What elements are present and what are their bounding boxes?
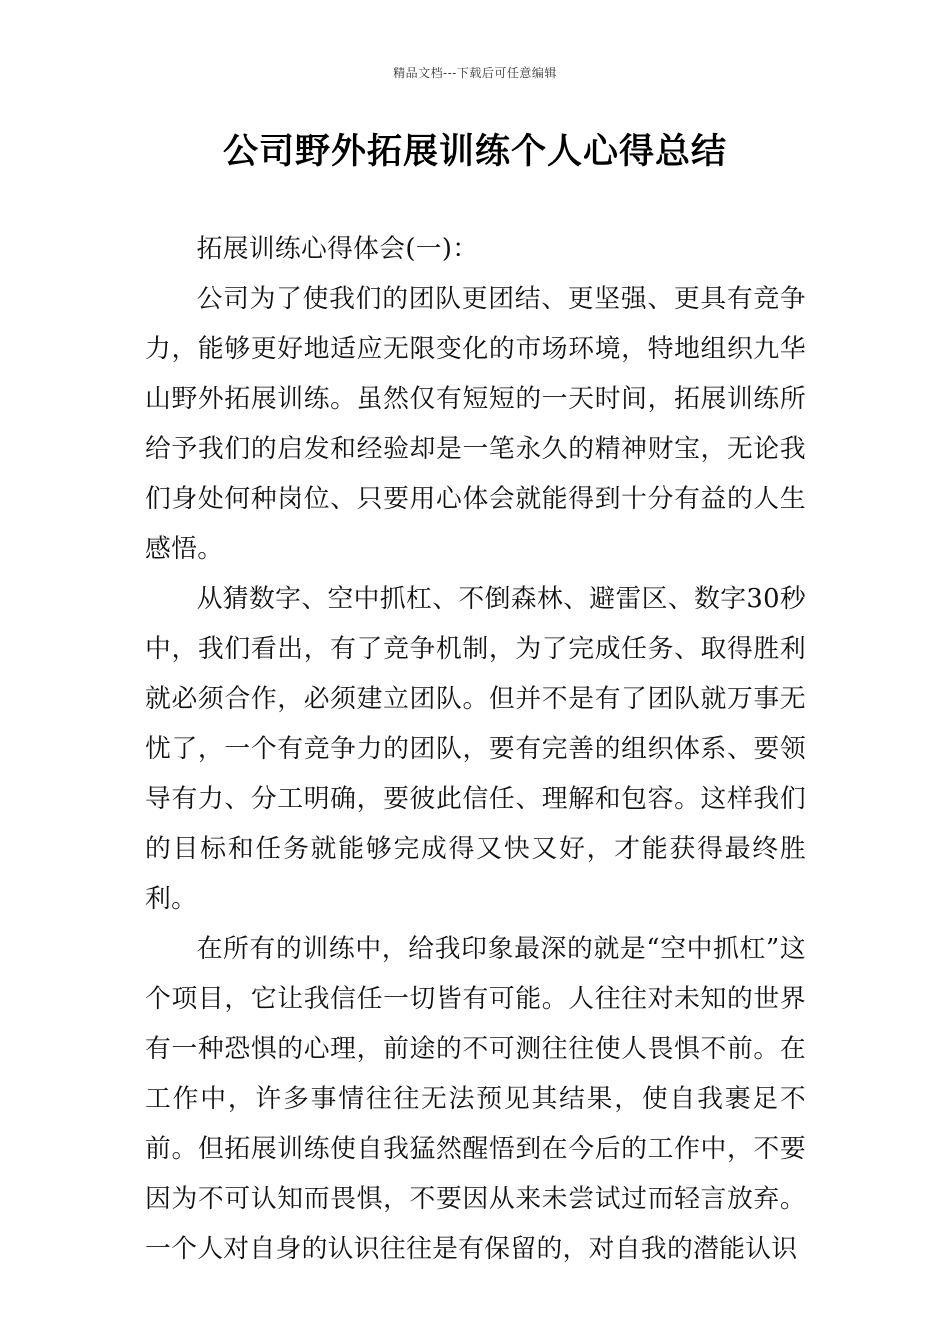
document-body [145,224,806,1274]
paragraph: 公司为了使我们的团队更团结、更坚强、更具有竞争力，能够更好地适应无限变化的市场环境，特地组织九华山野外拓展训练。虽然仅有短短的一天时间，拓展训练所给予我们的启发和经验却是一笔永久的精神财宝，无论我们身处何种岗位、只要用心体会就能得到十分有益的人生感悟。 [145,284,806,564]
paragraph-subheading: 拓展训练心得体会(一)： [196,234,479,264]
paragraph: 在所有的训练中，给我印象最深的就是“空中抓杠”这个项目，它让我信任一切皆有可能。人往往对未知的世界有一种恐惧的心理，前途的不可测往往使人畏惧不前。在工作中，许多事情往往无法预见其结果，使自我裹足不前。但拓展训练使自我猛然醒悟到在今后的工作中，不要因为不可认知而畏惧，不要因从来未尝试过而轻言放弃。一个人对自身的认识往往是有保留的，对自我的潜能认识 [145,934,806,1264]
paragraph: 从猜数字、空中抓杠、不倒森林、避雷区、数字30秒中，我们看出，有了竞争机制，为了完成任务、取得胜利就必须合作，必须建立团队。但并不是有了团队就万事无忧了，一个有竞争力的团队，要有完善的组织体系、要领导有力、分工明确，要彼此信任、理解和包容。这样我们的目标和任务就能够完成得又快又好，才能获得最终胜利。 [145,584,806,914]
document-title: 公司野外拓展训练个人心得总结 [222,132,727,172]
header-note: 精品文档---下载后可任意编辑 [393,66,557,80]
